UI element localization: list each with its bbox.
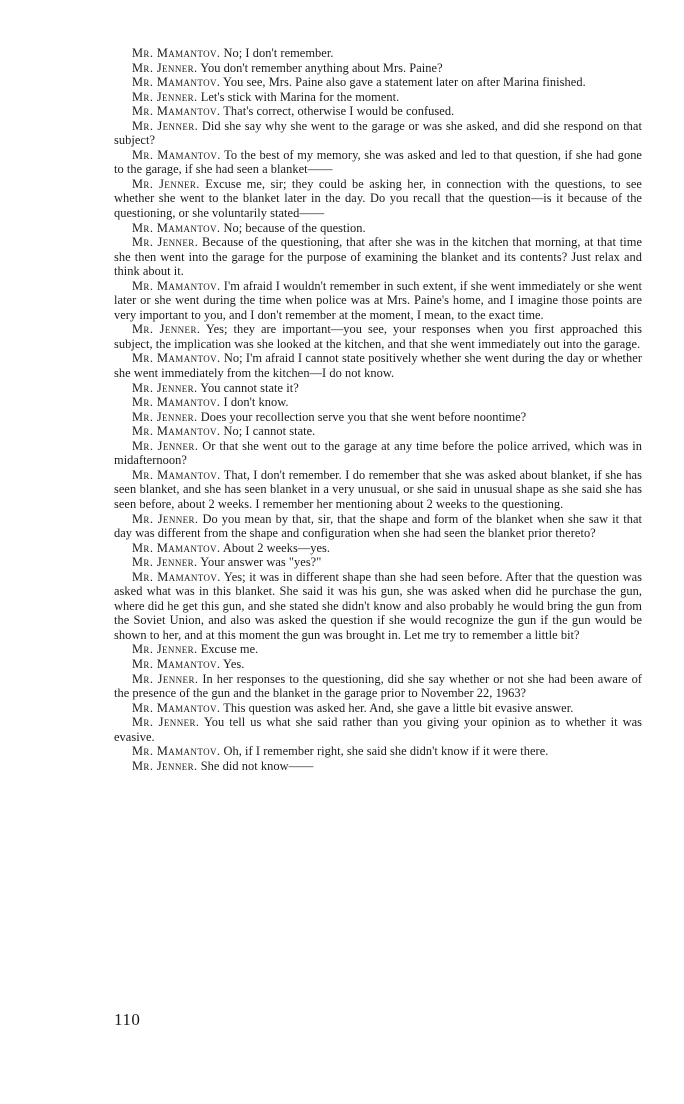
speech-text: Yes. — [220, 656, 245, 671]
speech-text: Did she say why she went to the garage or was she asked, and did she respond on that subject? — [114, 118, 642, 148]
speaker-name: Mr. Jenner. — [132, 715, 200, 730]
testimony-paragraph — [114, 642, 642, 657]
testimony-paragraph — [114, 177, 642, 221]
speaker-name: Mr. Mamantov. — [132, 569, 221, 584]
speech-text: I don't know. — [220, 395, 289, 410]
testimony-paragraph — [114, 555, 642, 570]
speech-text: Do you mean by that, sir, that the shape and form of the blanket when she saw it that day was different from the shape and configuration when she had seen the blanket prior thereto? — [114, 511, 642, 541]
speaker-name: Mr. Jenner. — [132, 671, 199, 686]
speaker-name: Mr. Jenner. — [132, 118, 199, 133]
speech-text: No; I don't remember. — [220, 46, 334, 60]
speech-text: She did not know—— — [197, 758, 314, 773]
testimony-paragraph — [114, 119, 642, 148]
speech-text: Yes; they are important—you see, your responses when you first approached this subject, the implication was she looked at the kitchen, and that she went immediately out into the garage. — [114, 322, 642, 351]
speech-text: Does your recollection serve you that she went before noontime? — [197, 409, 527, 424]
testimony-paragraph — [114, 235, 642, 279]
speech-text: No; I'm afraid I cannot state positively whether she went during the day or whether she went immediately from the kitchen—I do not know. — [114, 351, 642, 381]
speech-text: Because of the questioning, that after she was in the kitchen that morning, at that time she then went into the garage for the purpose of examining the blanket and its contents? Just relax and think about it. — [114, 235, 642, 279]
speaker-name: Mr. Mamantov. — [132, 278, 221, 293]
testimony-paragraph — [114, 279, 642, 323]
testimony-text — [114, 46, 642, 773]
testimony-paragraph — [114, 715, 642, 744]
speaker-name: Mr. Jenner. — [132, 60, 198, 75]
speaker-name: Mr. Jenner. — [132, 642, 198, 657]
testimony-paragraph — [114, 541, 642, 556]
speech-text: About 2 weeks—yes. — [220, 540, 331, 555]
speech-text: Your answer was "yes?" — [197, 555, 322, 570]
speaker-name: Mr. Jenner. — [132, 555, 198, 570]
speech-text: That's correct, otherwise I would be confused. — [220, 104, 455, 119]
testimony-paragraph — [114, 424, 642, 439]
testimony-paragraph — [114, 351, 642, 380]
speaker-name: Mr. Jenner. — [132, 89, 198, 104]
speech-text: To the best of my memory, she was asked and led to that question, if she had gone to the garage, if she had seen a blanket—— — [114, 147, 642, 177]
speaker-name: Mr. Mamantov. — [132, 147, 221, 162]
speech-text: You don't remember anything about Mrs. Paine? — [197, 60, 443, 75]
speaker-name: Mr. Mamantov. — [132, 395, 221, 410]
testimony-paragraph — [114, 468, 642, 512]
testimony-paragraph — [114, 701, 642, 716]
speaker-name: Mr. Jenner. — [132, 322, 201, 337]
testimony-paragraph — [114, 439, 642, 468]
speaker-name: Mr. Jenner. — [132, 438, 199, 453]
testimony-paragraph — [114, 221, 642, 236]
speaker-name: Mr. Jenner. — [132, 235, 199, 250]
speaker-name: Mr. Mamantov. — [132, 656, 221, 671]
testimony-paragraph — [114, 657, 642, 672]
speaker-name: Mr. Mamantov. — [132, 540, 221, 555]
speech-text: Oh, if I remember right, she said she didn't know if it were there. — [220, 744, 549, 759]
speaker-name: Mr. Jenner. — [132, 380, 198, 395]
testimony-paragraph — [114, 61, 642, 76]
speech-text: Or that she went out to the garage at any time before the police arrived, which was in midafternoon? — [114, 438, 642, 468]
testimony-paragraph — [114, 148, 642, 177]
speaker-name: Mr. Jenner. — [132, 409, 198, 424]
testimony-paragraph — [114, 744, 642, 759]
speaker-name: Mr. Mamantov. — [132, 220, 221, 235]
speaker-name: Mr. Mamantov. — [132, 744, 221, 759]
speech-text: This question was asked her. And, she gave a little bit evasive answer. — [220, 700, 574, 715]
speaker-name: Mr. Jenner. — [132, 511, 199, 526]
testimony-paragraph — [114, 672, 642, 701]
testimony-paragraph — [114, 104, 642, 119]
testimony-paragraph — [114, 759, 642, 774]
speaker-name: Mr. Mamantov. — [132, 75, 221, 90]
speaker-name: Mr. Mamantov. — [132, 104, 221, 119]
speech-text: That, I don't remember. I do remember that she was asked about blanket, if she has seen blanket, and she has seen blanket in a very unusual, or she said in unusual shape as she said she has seen before, about 2 weeks. I remember her mentioning about 2 weeks to the questioning. — [114, 467, 642, 511]
speaker-name: Mr. Jenner. — [132, 758, 198, 773]
speaker-name: Mr. Mamantov. — [132, 467, 221, 482]
testimony-paragraph — [114, 395, 642, 410]
speech-text: Excuse me. — [197, 642, 259, 657]
speech-text: No; I cannot state. — [220, 424, 316, 439]
testimony-paragraph — [114, 410, 642, 425]
testimony-paragraph — [114, 46, 642, 61]
speech-text: You cannot state it? — [197, 380, 299, 395]
speaker-name: Mr. Mamantov. — [132, 46, 221, 60]
speech-text: Excuse me, sir; they could be asking her, in connection with the questions, to see whether she went to the blanket later in the day. Do you recall that the question—is it because of the questioning, or she voluntarily stated—— — [114, 176, 642, 221]
speaker-name: Mr. Mamantov. — [132, 351, 221, 366]
speech-text: In her responses to the questioning, did she say whether or not she had been aware of the presence of the gun and the blanket in the garage prior to November 22, 1963? — [114, 671, 642, 701]
speech-text: Let's stick with Marina for the moment. — [197, 89, 400, 104]
testimony-paragraph — [114, 512, 642, 541]
speaker-name: Mr. Mamantov. — [132, 700, 221, 715]
speech-text: Yes; it was in different shape than she had seen before. After that the question was asked what was in this blanket. She said it was his gun, she was asked when did he purchase the gun, where did he get this gun, and she stated she didn't know and also probably he would bring the gun from the Soviet Union, and also was asked the question if she would recognize the gun if the gun would be shown to her, and at this moment the gun was brought in. Let me try to remember a little bit? — [114, 569, 642, 642]
speech-text: You tell us what she said rather than you giving your opinion as to whether it was evasive. — [114, 715, 642, 744]
testimony-paragraph — [114, 381, 642, 396]
speaker-name: Mr. Mamantov. — [132, 424, 221, 439]
testimony-paragraph — [114, 570, 642, 643]
speech-text: I'm afraid I wouldn't remember in such extent, if she went immediately or she went later or she went during the time when police was at Mrs. Paine's home, and I imagine those points are very important to you, and I don't remember at the moment, I mean, to the exact time. — [114, 278, 642, 322]
testimony-paragraph — [114, 322, 642, 351]
speaker-name: Mr. Jenner. — [132, 176, 200, 191]
testimony-paragraph — [114, 90, 642, 105]
speech-text: You see, Mrs. Paine also gave a statement later on after Marina finished. — [220, 75, 586, 90]
testimony-paragraph — [114, 75, 642, 90]
page-number: 110 — [114, 1010, 141, 1029]
speech-text: No; because of the question. — [220, 220, 366, 235]
